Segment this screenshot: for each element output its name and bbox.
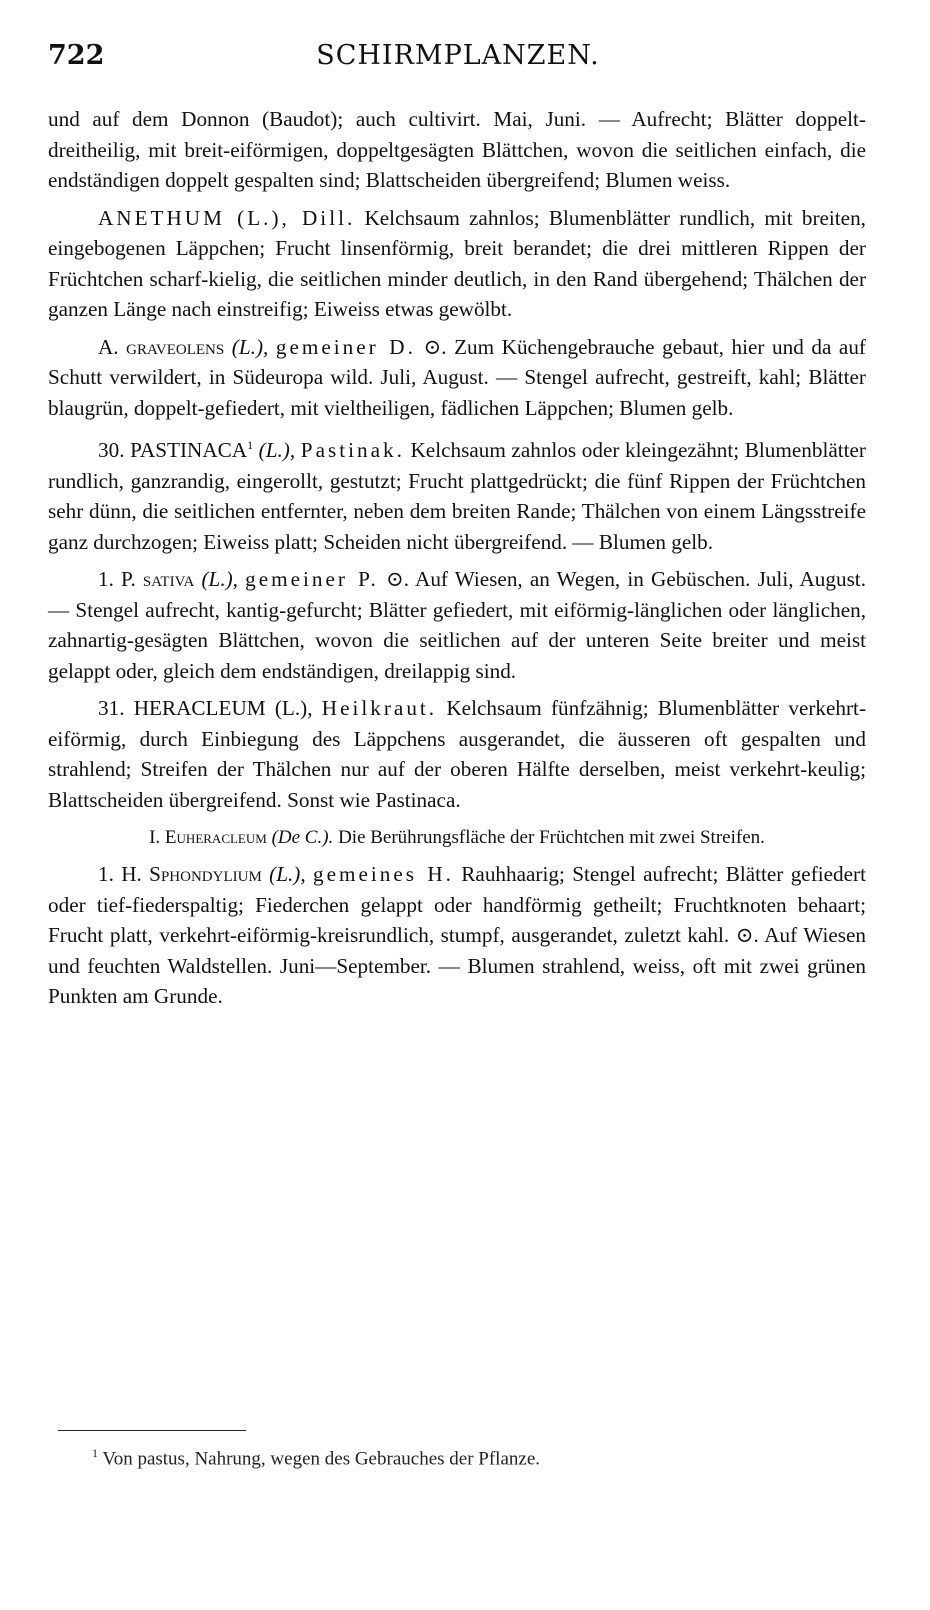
footnote-text: Von pastus, Nahrung, wegen des Gebrauches der Pflanze. <box>102 1448 540 1470</box>
species-sphondylium: 1. H. Sphondylium <box>98 862 262 887</box>
section-name: I. Euheracleum <box>149 827 267 849</box>
sphondylium-common-name: gemeines H. <box>312 862 454 887</box>
sphondylium-description: Rauhhaarig; Stengel aufrecht; Blätter gefiedert oder tief-fiederspaltig; Fiederchen gelappt oder handförmig getheilt; Fruchtknoten behaart; Frucht platt, verkehrt-eiförmig-kreisrundlich, stumpf, ausgerandet, zuletzt kahl. ⊙. Auf Wiesen und feuchten Waldstellen. Juni—September. — Blumen strahlend, weiss, oft mit zwei grünen Punkten am Grunde. <box>48 862 866 1009</box>
pastinaca-description: Kelchsaum zahnlos oder kleingezähnt; Blumenblätter rundlich, ganzrandig, eingerollt, gestutzt; Frucht plattgedrückt; die fünf Rippen der Früchtchen sehr dünn, die seitlichen entfernter, neben dem breiten Rande; Thälchen von einem Längsstreife ganz durchzogen; Eiweiss platt; Scheiden nicht übergreifend. — Blumen gelb. <box>48 438 866 554</box>
genus-anethum: ANETHUM (L.), Dill. <box>98 205 356 230</box>
heracleum-common-name: Heilkraut. <box>321 696 438 721</box>
paragraph-sativa <box>48 564 866 686</box>
sativa-description: ⊙. Auf Wiesen, an Wegen, in Gebüschen. Juli, August. — Stengel aufrecht, kantig-gefurcht; Blätter gefiedert, mit eiförmig-länglichen oder länglichen, zahnartig-gesägten Blättchen, wovon die seitlichen auf der unteren Seite breiter und meist gelappt oder, gleich dem endständigen, dreilappig sind. <box>48 567 866 683</box>
graveolens-author: (L.), <box>224 334 276 359</box>
genus-heracleum: 31. HERACLEUM (L.), <box>98 696 322 721</box>
body-text <box>48 104 866 1012</box>
graveolens-description: ⊙. Zum Küchengebrauche gebaut, hier und da auf Schutt verwildert, in Südeuropa wild. Juli, August. — Stengel aufrecht, gestreift, kahl; Blätter blaugrün, doppelt-gefiedert, mit vieltheiligen, fädlichen Läppchen; Blumen gelb. <box>48 334 866 420</box>
paragraph-graveolens <box>48 332 866 424</box>
footnote-marker: 1 <box>92 1446 98 1460</box>
paragraph-pastinaca <box>48 430 866 557</box>
section-author: (De C.). <box>266 827 339 849</box>
genus-pastinaca: 30. PASTINACA <box>98 438 248 463</box>
graveolens-common-name: gemeiner D. <box>275 334 416 359</box>
heracleum-description: Kelchsaum fünfzähnig; Blumenblätter verkehrt-eiförmig, durch Einbiegung des Läppchens ausgerandet, die äusseren oft gespalten und strahlend; Streifen der Thälchen nur auf der oberen Hälfte derselben, meist verkehrt-keulig; Blattscheiden übergreifend. Sonst wie Pastinaca. <box>48 696 866 812</box>
species-graveolens: A. graveolens <box>98 334 225 359</box>
paragraph-continuation <box>48 104 866 196</box>
footnote-reference: 1 <box>247 438 254 452</box>
paragraph-heracleum <box>48 693 866 815</box>
pastinaca-author: (L.), <box>253 438 301 463</box>
continuation-text: und auf dem Donnon (Baudot); auch cultivirt. Mai, Juni. — Aufrecht; Blätter doppelt-dreitheilig, mit breit-eiförmigen, doppeltgesägten Blättchen, wovon die seitlichen einfach, die endständigen doppelt gespalten sind; Blattscheiden übergreifend; Blumen weiss. <box>48 107 866 192</box>
species-sativa: 1. P. sativa <box>98 567 195 592</box>
running-title: SCHIRMPLANZEN. <box>316 40 600 71</box>
anethum-description: Kelchsaum zahnlos; Blumenblätter rundlich, mit breiten, eingebogenen Läppchen; Frucht linsenförmig, breit berandet; die drei mittleren Rippen der Früchtchen scharf-kielig, die seitlichen minder deutlich, in den Rand übergehend; Thälchen der ganzen Länge nach einstreifig; Eiweiss etwas gewölbt. <box>48 205 866 321</box>
section-heading-euheracleum <box>48 825 866 851</box>
sphondylium-author: (L.), <box>261 862 313 887</box>
page-number: 722 <box>48 40 105 71</box>
paragraph-anethum <box>48 203 866 325</box>
pastinaca-common-name: Pastinak. <box>300 438 405 463</box>
paragraph-sphondylium <box>48 859 866 1012</box>
footnote-rule <box>58 1430 246 1431</box>
section-description: Die Berührungsfläche der Früchtchen mit zwei Streifen. <box>338 827 765 849</box>
footnote <box>92 1446 852 1470</box>
sativa-author: (L.), <box>194 567 246 592</box>
sativa-common-name: gemeiner P. <box>245 567 379 592</box>
running-head <box>48 40 868 80</box>
